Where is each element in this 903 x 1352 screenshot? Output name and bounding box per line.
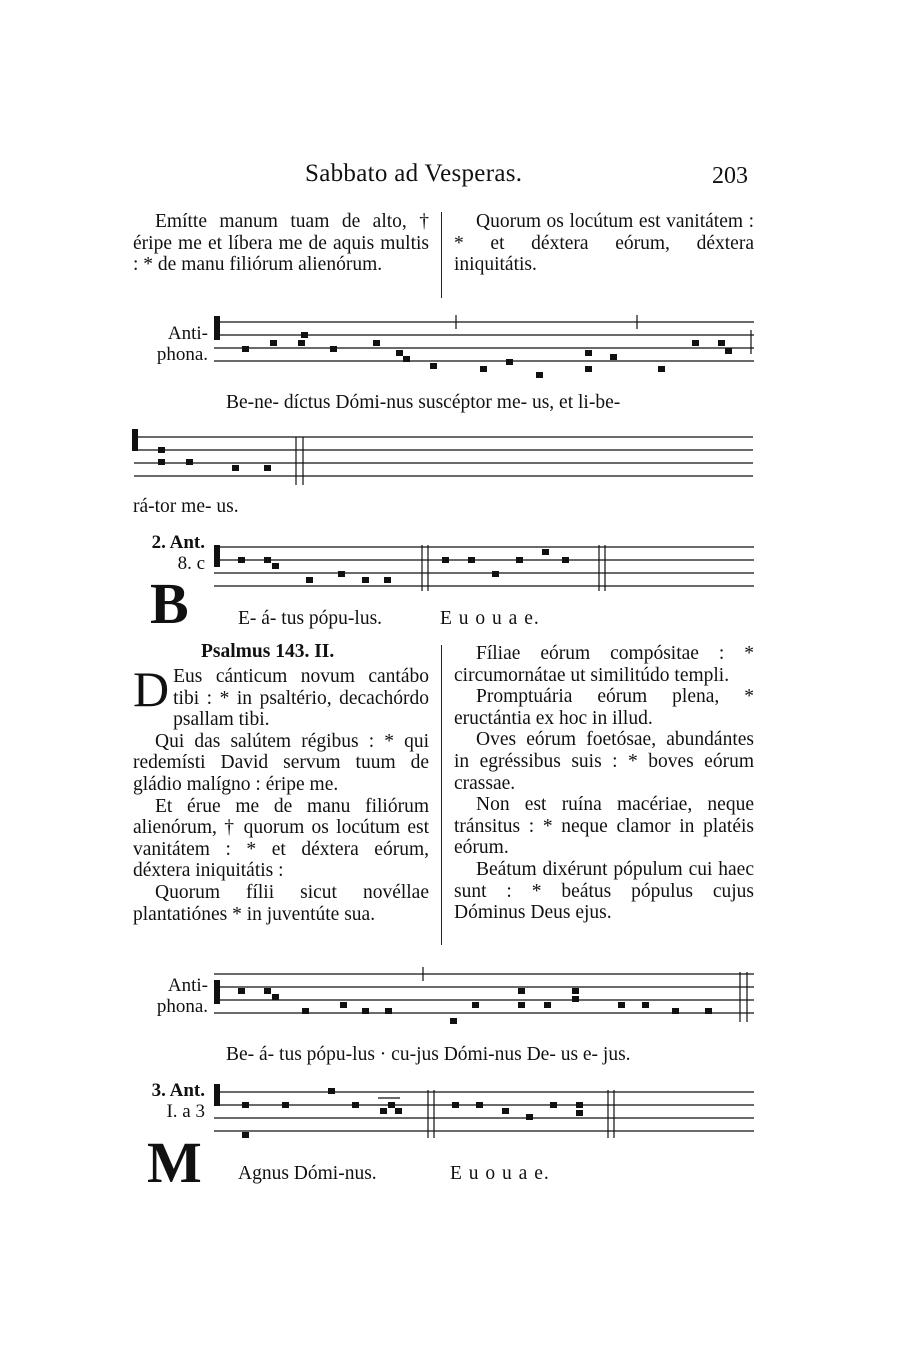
verse-text: Promptuária eórum plena, * eructántia ex hoc in illud. bbox=[454, 686, 754, 729]
verse-text: Fíliae eórum compósitae : * circumornátae ut similitúdo templi. bbox=[454, 643, 754, 686]
verse-text: Quorum fílii sicut novéllae plantatiónes * in juventúte sua. bbox=[133, 881, 429, 925]
do-clef-icon bbox=[214, 545, 220, 567]
verse-text: Oves eórum foetósae, abundántes in egréssibus suis : * boves eórum crassae. bbox=[454, 729, 754, 794]
drop-cap: D bbox=[133, 661, 170, 717]
top-left-column bbox=[133, 211, 429, 276]
page-number: 203 bbox=[712, 163, 748, 189]
verse-text: Qui das salútem régibus : * qui redemísti David servum tuum de gládio malígno : éripe me. bbox=[133, 730, 429, 795]
verse-text: Emítte manum tuam de alto, † éripe me et líbera me de aquis multis : * de manu filiórum alienórum. bbox=[133, 211, 429, 276]
antiphon-mode: 8. c bbox=[177, 553, 205, 574]
euouae-text: E u o u a e. bbox=[450, 1163, 550, 1184]
antiphon-lyrics: Be-ne- díctus Dómi-nus suscéptor me- us, et li-be- bbox=[226, 392, 621, 413]
antiphon-lyrics: Agnus Dómi-nus. bbox=[238, 1163, 377, 1184]
chant-staff bbox=[128, 425, 756, 487]
drop-cap: B bbox=[150, 571, 189, 636]
antiphon-number: 3. Ant. bbox=[151, 1080, 205, 1101]
antiphon-number: 2. Ant. bbox=[151, 532, 205, 553]
do-clef-icon bbox=[214, 316, 220, 340]
verse-text: Eus cánticum novum cantábo tibi : * in psaltério, decachórdo psallam tibi. bbox=[173, 666, 429, 731]
antiphon-label: Anti- phona. bbox=[156, 975, 208, 1017]
chant-staff bbox=[210, 962, 758, 1034]
verse-text: Non est ruína macériae, neque tránsitus : * neque clamor in platéis eórum. bbox=[454, 794, 754, 859]
chant-staff bbox=[210, 310, 758, 382]
do-clef-icon bbox=[132, 429, 138, 451]
psalm-left-column bbox=[133, 661, 429, 925]
antiphon-mode: I. a 3 bbox=[166, 1101, 205, 1122]
psalm-title: Psalmus 143. II. bbox=[201, 641, 335, 662]
antiphon-lyrics: rá-tor me- us. bbox=[133, 496, 239, 517]
psalm-right-column bbox=[454, 643, 754, 924]
do-clef-icon bbox=[214, 980, 220, 1004]
euouae-text: E u o u a e. bbox=[440, 608, 540, 629]
antiphon-lyrics: Be- á- tus pópu-lus · cu-jus Dómi-nus De- us e- jus. bbox=[226, 1044, 631, 1065]
verse-text: Et érue me de manu filiórum alienórum, † quorum os locútum est vanitátem : * et déxtera eórum, déxtera iniquitátis : bbox=[133, 795, 429, 882]
column-divider bbox=[441, 645, 442, 945]
drop-cap: M bbox=[147, 1130, 202, 1195]
antiphon-lyrics: E- á- tus pópu-lus. bbox=[238, 608, 383, 629]
chant-staff bbox=[210, 535, 758, 597]
column-divider bbox=[441, 212, 442, 298]
verse-text: Beátum dixérunt pópulum cui haec sunt : * beátus pópulus cujus Dóminus Deus ejus. bbox=[454, 858, 754, 924]
antiphon-label: Anti- phona. bbox=[156, 323, 208, 365]
running-title: Sabbato ad Vesperas. bbox=[305, 160, 523, 187]
top-right-column bbox=[454, 211, 754, 276]
do-clef-icon bbox=[214, 1084, 220, 1106]
verse-text: Quorum os locútum est vanitátem : * et déxtera eórum, déxtera iniquitátis. bbox=[454, 211, 754, 276]
chant-staff bbox=[210, 1080, 758, 1146]
